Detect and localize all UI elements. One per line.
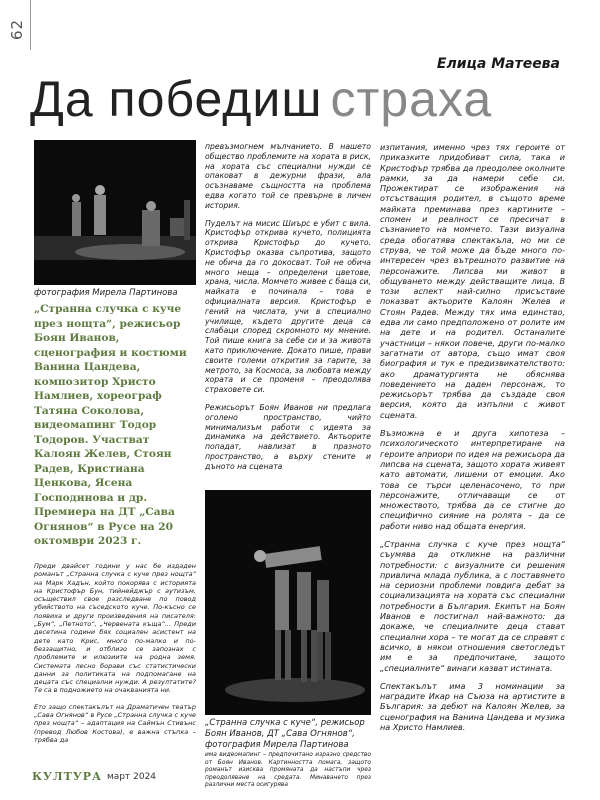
stage-photo-2-image: [205, 490, 371, 715]
column-1: [34, 562, 196, 752]
col2-paragraph-2: Пуделът на мисис Шиърс е убит с вила. Кристофър открива кучето, полицията открива Кристофър до кучето. Кристофър оказва съпротива, защото не обича да го докосват. Той не обича много неща – определени цветове, храна, числа. Момчето живее с баща си, майката е починала – това е официалната версия. Кристофър е гений на числата, учи в специално училище, където другите деца са слабаци според скромното му мнение. Той пише книга за себе си и за живота като приключение. Докато пише, прави своите големи открития за гарите, за метрото, за Космоса, за любовта между хората и се променя – преодолява страховете си.: [205, 218, 371, 395]
col2-paragraph-4: има видеомапинг – предпочитано изразно средство от Боян Иванов. Картинността помага, защото романът изисква промяната да настъпи чрез преодоляване на средата. Минаването през различни места осигурява: [205, 752, 371, 789]
stage-photo-1-image: [34, 140, 196, 285]
article-author: Елица Матеева: [436, 56, 560, 72]
photo-1-caption: фотография Мирела Партинова: [34, 288, 178, 298]
col1-paragraph-2: Ето защо спектакълът на Драматичен театър „Сава Огнянов“ в Русе „Странна случка с куче през нощта“ – адаптация на Саймън Стивънс (превод Любов Костова), е важна стъпка – трябва да: [34, 702, 196, 744]
col3-paragraph-3: „Странна случка с куче през нощта“ съумява да откликне на различни потребности: с визуалните си решения привлича млада публика, а с поставянето на сериозни проблеми повдига дебат за социализацията на хората със специални потребности в България. Екипът на Боян Иванов е постигнал най-важното: да докаже, че специалните деца стават специални хора – те могат да се справят с всичко, в някои отношения светогледът им е за предпочитане, защото „специалните“ винаги казват истината.: [380, 538, 565, 673]
col2-paragraph-1: превъзмогнем мълчанието. В нашето общество проблемите на хората в риск, на хората със специални нужди се опаковат в дежурни фрази, ала осъзнаваме същността на проблема едва когато той се превърне в личен история.: [205, 142, 371, 210]
stage-photo-2: [205, 490, 371, 715]
col3-paragraph-4: Спектакълът има 3 номинации за наградите Икар на Съюза на артистите в България: за дебют на Калоян Желев, за сценография на Ванина Цандева и музика на Христо Намлиев.: [380, 680, 565, 733]
col2-paragraph-3: Режисьорът Боян Иванов ни предлага оголено пространство, чийто минимализъм работи с идеята за динамика на действието. Актьорите попадат, навлизат в празното пространство, а върху стените и дъното на сцената: [205, 402, 371, 471]
photo-2-caption: „Странна случка с куче“, режисьор Боян Иванов, ДТ „Сава Огнянов“, фотография Мирела Партинова: [205, 718, 365, 750]
title-part-1: Да победиш: [30, 71, 323, 127]
page-number-rule: [30, 0, 31, 50]
col1-paragraph-1: Преди двайсет години у нас бе издаден романът „Странна случка с куче през нощта“ на Марк Хадън, който покорява с историята на Кристофър Бун, тийнейджър с аутизъм, осъществил свое разследване по повод убийството на съседското куче. По-късно се появиха и други произведения на писателя: „Бум“, „Петното“, „Червената къща“... Преди десетина години бях социален асистент на дете като Крис, много по-малко и по-беззащитно, и отблизо се запознах с проблемите и илюзиите на родна земя. Системата лесно борави със статистически данни за политиката на подпомагане на децата със специални нужди. А резултатите? Те са в подножието на очакванията ни.: [34, 562, 196, 695]
lead-credits: „Странна случка с куче през нощта“, режисьор Боян Иванов, сценография и костюми Ванина Цандева, композитор Христо Намлиев, хореограф Татяна Соколова, видеомапинг Тодор Тодоров. Участват Калоян Желев, Стоян Радев, Кристиана Ценкова, Ясена Господинова и др. Премиера на ДТ „Сава Огнянов“ в Русе на 20 октомври 2023 г.: [34, 303, 187, 547]
issue-date: март 2024: [107, 772, 157, 782]
col3-paragraph-1: изпитания, именно чрез тях героите от приказките придобиват сила, така и Кристофър трябва да преодолее околните рамки, за да намери себе си. Прожектират се изображения на отсъстващия родител, в същото време майката преминава през картините – спомен и реалност се пресичат в съзнанието на момчето. Тази визуална среда обогатява спектакъла, но ми се струва, че той може да бъде много по-интересен чрез вътрешното развитие на персонажите. Липсва ми живот в общуването между действащите лица. В този аспект най-силно присъствие показват актьорите Калоян Желев и Стоян Радев. Между тях има единство, едва ли само предположено от ролите им на дете и на родител. Останалите участници – някои повече, други по-малко загатнати от автора, също имат своя биография и тук е предизвикателството: ако драматургията не обяснява поведението на даден персонаж, то режисьорът трябва да създаде своя версия, която да изпълни с живот сцената.: [380, 142, 565, 420]
article-title: [30, 71, 493, 127]
title-part-2: страха: [330, 71, 493, 127]
page-number: 62: [8, 18, 26, 40]
column-2-bottom: [205, 752, 371, 798]
col3-paragraph-2: Възможна е и друга хипотеза – психологическото интерпретиране на героите априори по идея на режисьора да липсва на сцената, защото хората живеят като автомати, лишени от емоции. Ако това се търси целенасочено, то при персонажите, отличаващи се от множеството, трябва да се стигне до специфично сияние на ролята – да се работи ниво над общата енергия.: [380, 428, 565, 531]
column-2-top: [205, 142, 371, 480]
stage-photo-1: [34, 140, 196, 285]
column-3: [380, 142, 565, 740]
magazine-brand: КУЛТУРА: [32, 770, 103, 783]
